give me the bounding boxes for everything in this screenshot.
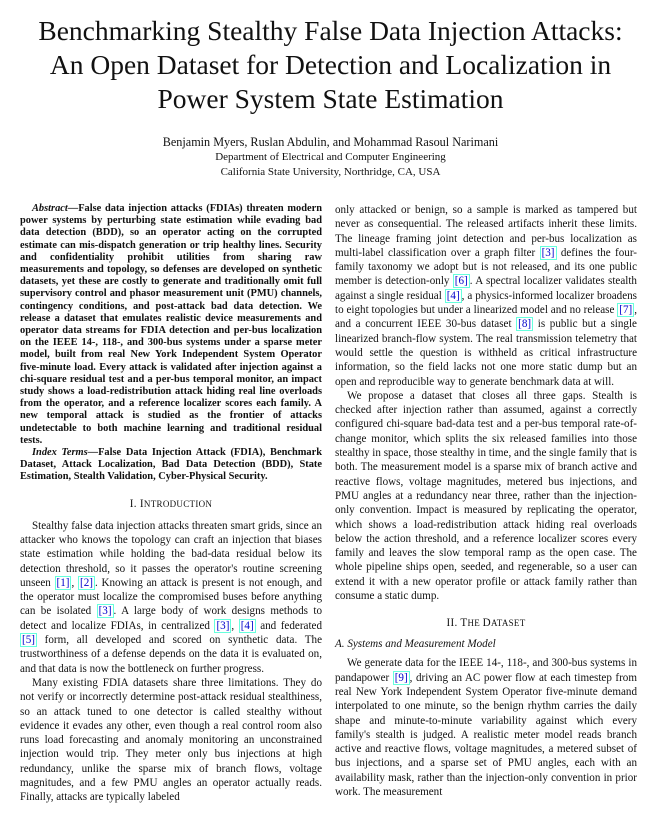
section-heading-dataset: II. THE DATASET [446, 617, 526, 630]
title-line-2: An Open Dataset for Detection and Localization in [49, 49, 612, 80]
citation-link[interactable]: [3] [541, 246, 555, 259]
citation-link[interactable]: [5] [22, 634, 35, 647]
citation-link[interactable]: [9] [394, 671, 408, 684]
abstract [20, 203, 322, 447]
citation-link[interactable]: [4] [446, 289, 460, 302]
author-list: Benjamin Myers, Ruslan Abdulin, and Mohammad Rasoul Narimani [162, 135, 499, 149]
citation-link[interactable]: [4] [240, 619, 254, 632]
affiliation-department: Department of Electrical and Computer Engineering [215, 151, 446, 163]
title-line-3: Power System State Estimation [157, 83, 504, 114]
right-column [335, 203, 637, 799]
intro-paragraph-2: Many existing FDIA datasets share three limitations. They do not verify or incorrectly determine post-attack residual stealthiness, so an attack tuned to one detector is called stealthy without evidence it evades any other, even though a real control room also runs load forecasting and anomaly monitoring an unconstrained injection would trip. They meter only bus injections at high redundancy, unlike the sparse mix of branch flows, voltage magnitudes, and a few PMU angles an operator actually reads. Finally, attacks are typically labeled [20, 676, 322, 804]
left-column [20, 203, 322, 805]
citation-link[interactable]: [3] [216, 619, 230, 632]
citation-link[interactable]: [2] [80, 576, 93, 589]
abstract-label: Abstract [32, 203, 68, 214]
intro-paragraph-2-continued: only attacked or benign, so a sample is marked as tampered but never as consequential. The released artifacts inherit these limits. The lineage framing joint detection and per-bus localization as multi-label classification over a graph filter [3] defines the four-family taxonomy we adopt but is not released, and its one public member is detection-only [6] . A spectral localizer validates stealth against a single residual [4] , a physics-informed localizer broadens to eight topologies but under a linearized model and no release [7] , and a concurrent IEEE 30-bus dataset [8] is public but a single linearized branch-flow system. The real transmission telemetry that would settle the question is withheld as critical infrastructure information, so the field lacks not one more static dump but an open and reproducible way to generate benchmark data at will. [335, 204, 637, 388]
citation-link[interactable]: [3] [98, 605, 112, 618]
index-terms-text: —False Data Injection Attack (FDIA), Benchmark Dataset, Attack Localization, Bad Data Detection (BDD), State Estimation, Stealth Validation, Cyber-Physical Security. [20, 447, 322, 483]
citation-link[interactable]: [1] [56, 576, 70, 589]
citation-link[interactable]: [7] [619, 304, 633, 317]
paper-title [0, 14, 661, 116]
abstract-text: —False data injection attacks (FDIAs) threaten modern power systems by perturbing state estimation while evading bad data detection (BDD), so an operator acting on the corrupted estimate can mis-dispatch generation or trip healthy lines. Security and confidentiality prohibit utilities from sharing raw measurements and topology, so defenses are developed on synthetic datasets, yet these are costly to generate and traditionally omit full supervisory control and phasor measurement unit (PMU) channels, contingency conditions, and post-attack bad data detection. We release a dataset that emulates realistic device measurements and operator data streams for FDIA detection and per-bus localization on the IEEE 14-, 118-, and 300-bus systems under a sparse meter model, built from real New York Independent System Operator five-minute load. Every attack is validated after injection against a chi-square residual test and a per-bus temporal monitor, an impact study shows a load-redistribution attack hiding real line overloads from the operator, and a reference localizer scores each family. A new temporal attack is studied as the frontier of attacks undetectable to both machine learning and traditional residual tests. [20, 203, 322, 446]
section-heading-introduction: I. INTRODUCTION [129, 497, 213, 510]
citation-link[interactable]: [8] [518, 318, 532, 331]
subsection-heading: A. Systems and Measurement Model [335, 638, 496, 651]
affiliation [0, 150, 661, 179]
intro-paragraph-1: Stealthy false data injection attacks threaten smart grids, since an attacker who knows the topology can craft an injection that biases state estimation while holding the bad-data residual below its detection threshold, so it passes the operator's routine screening unseen [1] , [2] . Knowing an attack is present is not enough, and the operator must localize the compromised buses before anything can be isolated [3] . A large body of work designs methods to detect and localize FDIAs, in centralized [3] , [4] and federated [5] form, all developed and scored on synthetic data. The trustworthiness of a defense depends on the data it is evaluated on, and that data is now the bottleneck on further progress. [20, 519, 323, 675]
citation-link[interactable]: [6] [454, 275, 468, 288]
index-terms-label: Index Terms [32, 447, 88, 459]
dataset-paragraph-1: We generate data for the IEEE 14-, 118-, and 300-bus systems in pandapower [9] , driving an AC power flow at each timestep from real New York Independent System Operator five-minute demand interpolated to one minute, so the benign rhythm carries the daily shape and minute-to-minute variability against which every family's stealth is judged. A realistic meter model reads branch active and reactive flows, voltage magnitudes, a metered subset of bus injections, and a sparse set of PMU angles, each with an availability mask, rather than the injection-only convention in prior work. The measurement [335, 657, 637, 798]
intro-paragraph-3: We propose a dataset that closes all three gaps. Stealth is checked after injection rather than assumed, against a correctly configured chi-square bad-data test and a per-bus temporal rate-of-change monitor, which splits the six released families into those stealthy in space, those stealthy in time, and the single family that is both. The measurement model is a sparse mix of branch active and reactive flows, voltage magnitudes, metered bus injections, and PMU angles at a redundancy near three, rather than the injection-only convention. Impact is measured by replicating the operator, which shows a load-redistribution attack hiding real overloads below the action threshold, and a reference localizer scores every family and leaves the slow temporal ramp as the open case. The whole pipeline ships open, seeded, and regenerable, so a user can extend it with a new operator profile or attack family rather than consume a static dump. [335, 389, 637, 603]
affiliation-university: California State University, Northridge, CA, USA [220, 165, 441, 178]
title-line-1: Benchmarking Stealthy False Data Injection Attacks: [38, 15, 623, 46]
index-terms [20, 447, 322, 484]
